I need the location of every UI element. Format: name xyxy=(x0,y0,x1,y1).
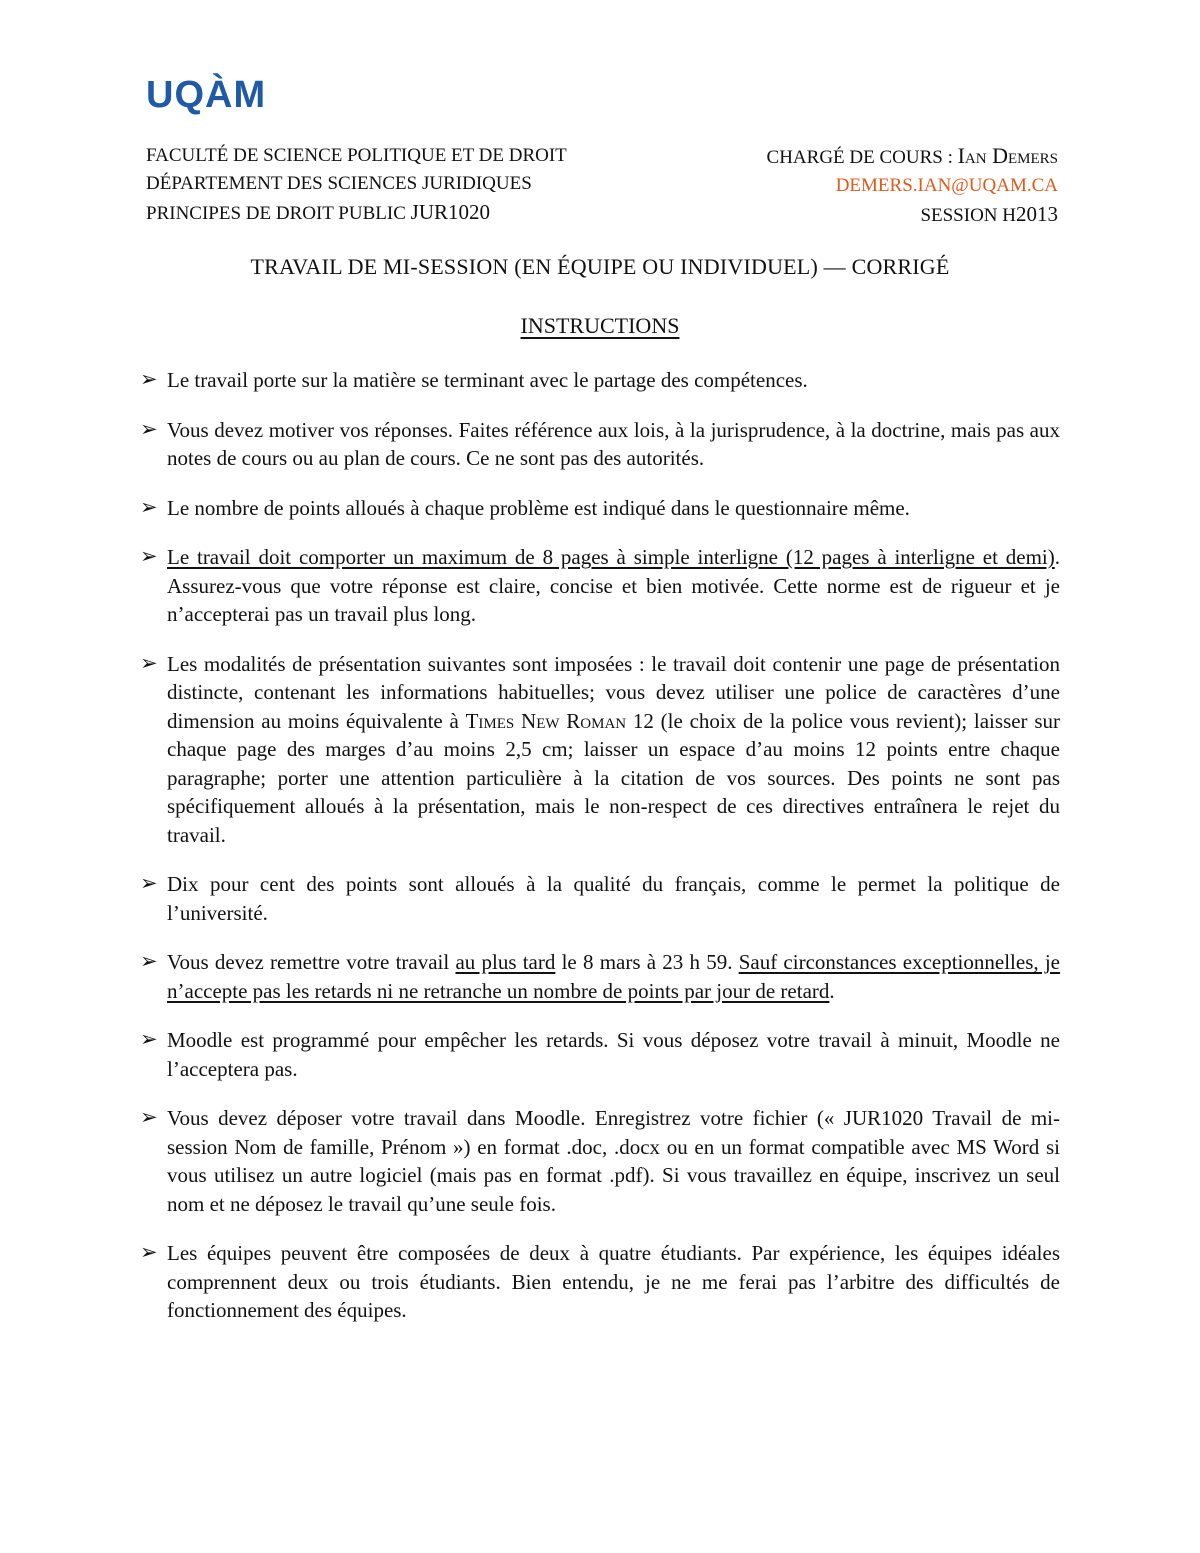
course-name: PRINCIPES DE DROIT PUBLIC xyxy=(146,203,406,224)
item-text xyxy=(167,366,1060,395)
item-text-part: . Assurez-vous que votre réponse est claire, concise et bien motivée. Cette norme est de rigueur et je n’accepterai pas un travail plus long. xyxy=(167,545,1060,626)
item-text xyxy=(167,870,1060,927)
font-name: Times New Roman xyxy=(465,708,627,733)
header-right-block xyxy=(767,142,1058,230)
header-left-block xyxy=(146,142,567,228)
underlined-text: au plus tard xyxy=(455,950,556,974)
item-text-part: Moodle est programmé pour empêcher les retards. Si vous déposez votre travail à minuit, Moodle ne l’acceptera pas. xyxy=(167,1028,1060,1081)
course-line xyxy=(146,198,567,228)
item-text-part: Le travail porte sur la matière se terminant avec le partage des compétences. xyxy=(167,368,808,392)
lecturer-line xyxy=(767,142,1058,172)
item-text-part: Les équipes peuvent être composées de deux à quatre étudiants. Par expérience, les équipes idéales comprennent deux ou trois étudiants. Bien entendu, je ne me ferai pas l’arbitre des difficultés de fonctionnement des équipes. xyxy=(167,1241,1060,1322)
document-title: TRAVAIL DE MI-SESSION (EN ÉQUIPE OU INDIVIDUEL) — CORRIGÉ xyxy=(250,254,950,279)
uqam-logo: UQÀM xyxy=(146,74,267,116)
list-item xyxy=(140,1026,1060,1083)
lecturer-email-link[interactable]: DEMERS.IAN@UQAM.CA xyxy=(835,175,1058,196)
list-item xyxy=(140,870,1060,927)
item-text-part: . xyxy=(829,978,835,1003)
item-text xyxy=(167,416,1060,473)
arrow-bullet-icon: ➢ xyxy=(140,367,158,391)
session-line xyxy=(767,200,1058,230)
session-year: 2013 xyxy=(1016,202,1058,226)
instructions-heading: INSTRUCTIONS xyxy=(520,313,680,338)
item-text xyxy=(167,650,1060,850)
item-text xyxy=(167,1026,1060,1083)
item-text xyxy=(167,1104,1060,1218)
list-item xyxy=(140,948,1060,1005)
item-text xyxy=(167,948,1060,1005)
lecturer-label: CHARGÉ DE COURS : xyxy=(766,147,953,168)
arrow-bullet-icon: ➢ xyxy=(140,650,158,675)
lecturer-name: Ian Demers xyxy=(957,143,1058,168)
arrow-bullet-icon: ➢ xyxy=(140,1240,158,1264)
list-item xyxy=(140,494,1060,523)
course-code: JUR1020 xyxy=(410,200,490,224)
faculty-line: FACULTÉ DE SCIENCE POLITIQUE ET DE DROIT xyxy=(146,145,567,166)
item-text-part: Vous devez remettre votre travail xyxy=(167,950,456,974)
list-item xyxy=(140,1239,1060,1325)
instruction-list xyxy=(140,366,1060,1346)
department-line: DÉPARTEMENT DES SCIENCES JURIDIQUES xyxy=(146,173,532,194)
underlined-text: Le travail doit comporter un maximum de 8 pages à simple interligne (12 pages à interligne et demi) xyxy=(167,545,1055,569)
item-text xyxy=(167,1239,1060,1325)
item-text xyxy=(167,543,1060,629)
arrow-bullet-icon: ➢ xyxy=(140,544,158,568)
arrow-bullet-icon: ➢ xyxy=(140,949,158,973)
session-label: SESSION H xyxy=(920,205,1016,226)
item-text-part: le 8 mars à 23 h 59. xyxy=(555,950,739,974)
item-text-part: Vous devez déposer votre travail dans Moodle. Enregistrez votre fichier (« JUR1020 Travail de mi-session Nom de famille, Prénom ») en format .doc, .docx ou en un format compatible avec MS Word si vous utilisez un autre logiciel (mais pas en format .pdf). Si vous travaillez en équipe, inscrivez un seul nom et ne déposez le travail qu’une seule fois. xyxy=(167,1106,1060,1216)
list-item xyxy=(140,1104,1060,1218)
item-text-part: Le nombre de points alloués à chaque problème est indiqué dans le questionnaire même. xyxy=(167,495,910,520)
arrow-bullet-icon: ➢ xyxy=(140,871,158,895)
list-item xyxy=(140,650,1060,850)
arrow-bullet-icon: ➢ xyxy=(140,416,158,441)
arrow-bullet-icon: ➢ xyxy=(140,1027,158,1051)
item-text xyxy=(167,494,1060,523)
list-item xyxy=(140,416,1060,473)
arrow-bullet-icon: ➢ xyxy=(140,1105,158,1129)
item-text-part: Dix pour cent des points sont alloués à la qualité du français, comme le permet la politique de l’université. xyxy=(167,872,1060,925)
arrow-bullet-icon: ➢ xyxy=(140,494,158,519)
underlined-text: Sauf circonstances exceptionnelles, je n’accepte pas les retards ni ne retranche un nombre de points par jour de retard xyxy=(167,950,1060,1003)
item-text-part: 12 (le choix de la police vous revient); laisser sur chaque page des marges d’au moins 2,5 cm; laisser un espace d’au moins 12 points entre chaque paragraphe; porter une attention particulière à la citation de vos sources. Des points ne sont pas spécifiquement alloués à la présentation, mais le non-respect de ces directives entraînera le rejet du travail. xyxy=(167,708,1060,847)
list-item xyxy=(140,543,1060,629)
list-item xyxy=(140,366,1060,395)
item-text-part: Vous devez motiver vos réponses. Faites référence aux lois, à la jurisprudence, à la doctrine, mais pas aux notes de cours ou au plan de cours. Ce ne sont pas des autorités. xyxy=(167,417,1060,470)
item-text-part: Les modalités de présentation suivantes sont imposées : le travail doit contenir une page de présentation distincte, contenant les informations habituelles; vous devez utiliser une police de caractères d’une dimension au moins équivalente à xyxy=(167,651,1060,733)
